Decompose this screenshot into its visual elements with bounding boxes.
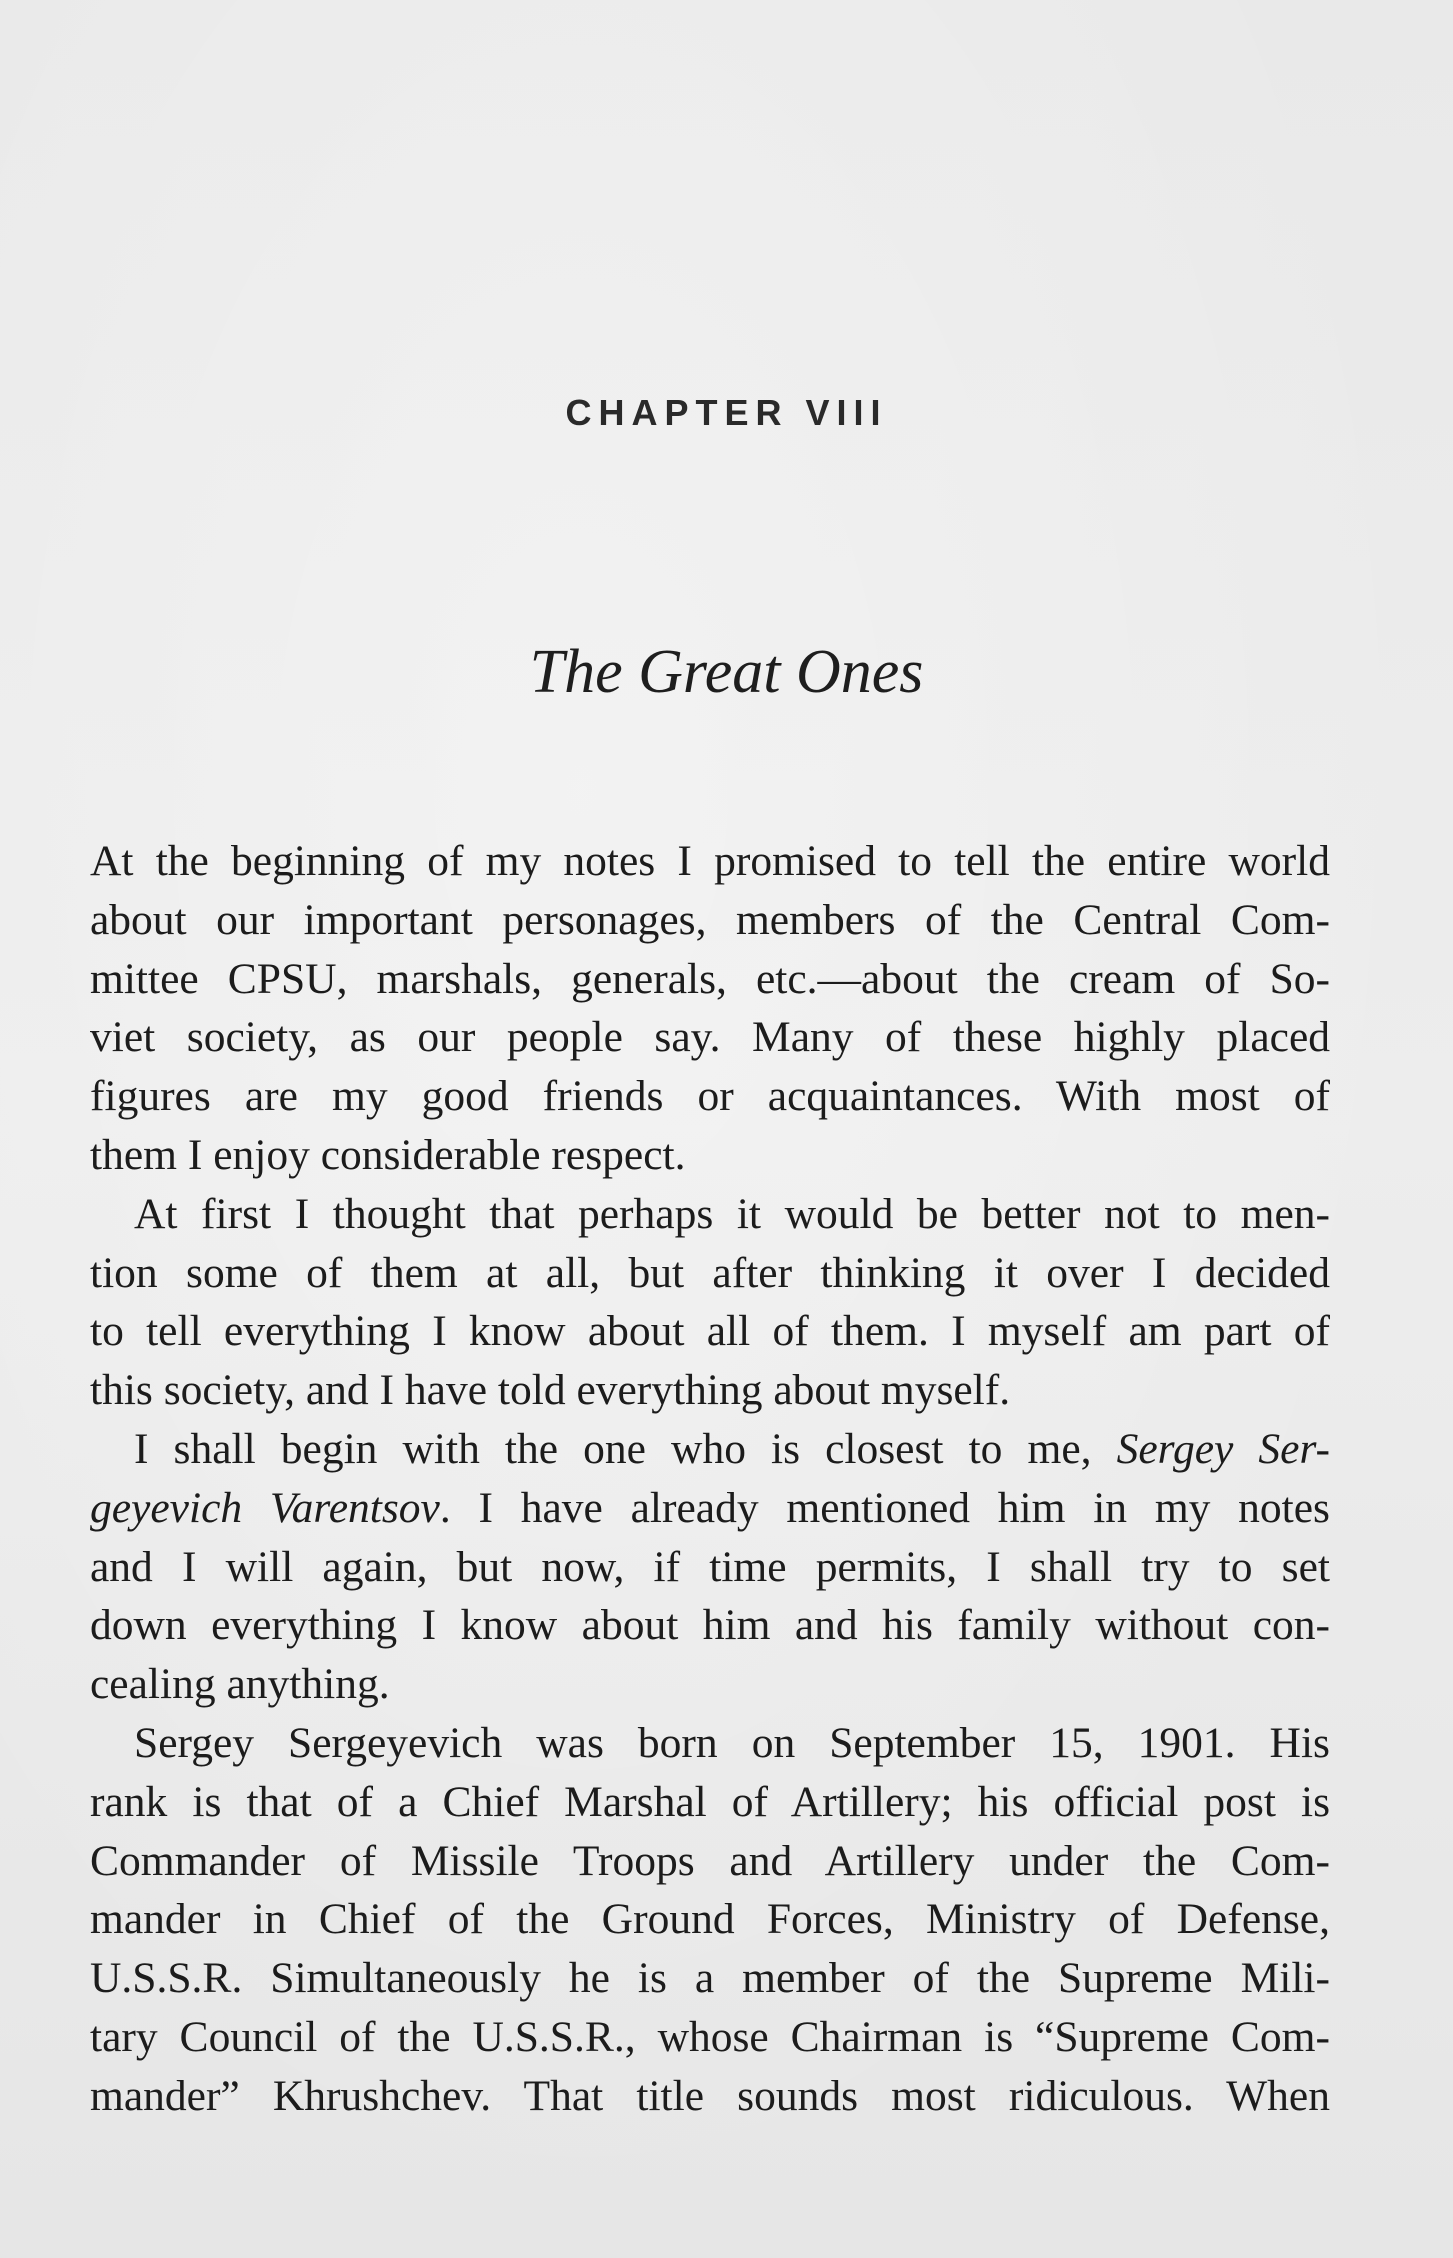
text-line: Sergey Sergeyevich was born on September 15, 1901. His xyxy=(134,1718,1330,1767)
text-line: At the beginning of my notes I promised to tell the entire world xyxy=(90,837,1330,885)
text-line: to tell everything I know about all of them. I myself am part of xyxy=(90,1307,1330,1356)
paragraph-2 xyxy=(90,1185,1330,1420)
text-line: cealing anything. xyxy=(90,1660,390,1709)
text-line: U.S.S.R. Simultaneously he is a member of the Supreme Mili- xyxy=(90,1954,1330,2003)
chapter-number: CHAPTER VIII xyxy=(565,392,888,433)
text-run: . I have already mentioned him in my notes xyxy=(439,1483,1330,1532)
chapter-title: The Great Ones xyxy=(529,638,924,706)
text-line: mittee CPSU, marshals, generals, etc.—about the cream of So- xyxy=(90,954,1330,1003)
text-line: down everything I know about him and his family without con- xyxy=(90,1601,1330,1650)
text-line: rank is that of a Chief Marshal of Artillery; his official post is xyxy=(90,1777,1330,1826)
text-run: I shall begin with the one who is closest to me, xyxy=(134,1424,1117,1473)
text-line: them I enjoy considerable respect. xyxy=(90,1130,686,1179)
person-name: geyevich Varentsov xyxy=(90,1483,440,1532)
text-line: viet society, as our people say. Many of these highly placed xyxy=(90,1013,1330,1062)
text-line: At first I thought that perhaps it would be better not to men- xyxy=(134,1189,1330,1238)
text-line: mander” Khrushchev. That title sounds most ridiculous. When xyxy=(90,2071,1330,2120)
body-text xyxy=(90,832,1330,2126)
text-line: tary Council of the U.S.S.R., whose Chairman is “Supreme Com- xyxy=(90,2012,1330,2061)
paragraph-3 xyxy=(90,1420,1330,1714)
text-line: tion some of them at all, but after thinking it over I decided xyxy=(90,1248,1330,1297)
paragraph-1 xyxy=(90,832,1330,1185)
text-line: this society, and I have told everything about myself. xyxy=(90,1366,1011,1415)
text-line: about our important personages, members of the Central Com- xyxy=(90,895,1330,944)
text-line: figures are my good friends or acquaintances. With most of xyxy=(90,1072,1330,1121)
text-line: and I will again, but now, if time permits, I shall try to set xyxy=(90,1542,1330,1591)
text-line xyxy=(90,1479,1330,1538)
person-name: Sergey Ser- xyxy=(1116,1424,1331,1473)
text-line xyxy=(90,1420,1330,1479)
paragraph-4 xyxy=(90,1714,1330,2126)
text-line: Commander of Missile Troops and Artillery under the Com- xyxy=(90,1836,1330,1885)
text-line: mander in Chief of the Ground Forces, Ministry of Defense, xyxy=(90,1895,1330,1944)
